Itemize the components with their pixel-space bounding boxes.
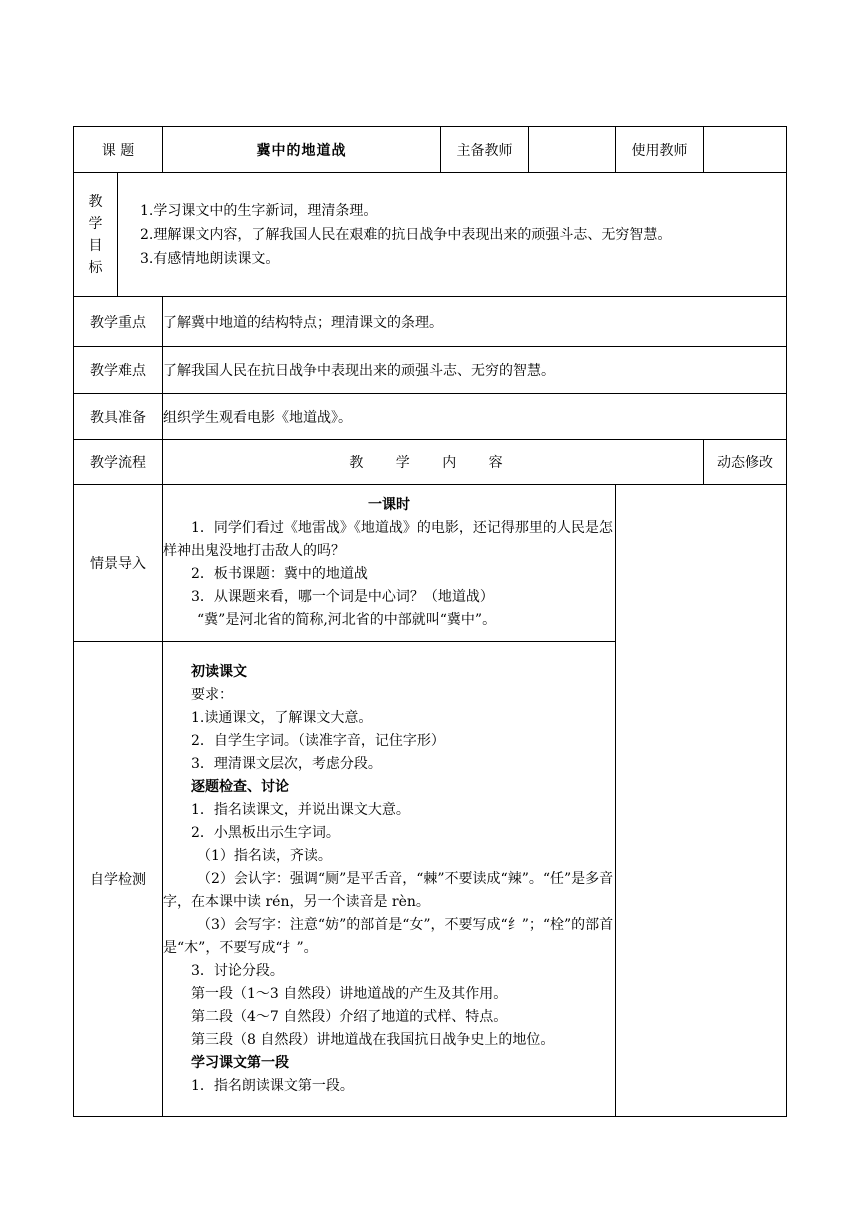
- intro-content: [163, 485, 616, 642]
- content-line: 3．讨论分段。: [191, 962, 284, 979]
- intro-row: [74, 485, 787, 642]
- intro-label: 情景导入: [74, 485, 163, 642]
- self-study-label: 自学检测: [74, 642, 163, 1117]
- goal-item: 2.理解课文内容，了解我国人民在艰难的抗日战争中表现出来的顽强斗志、无穷智慧。: [140, 226, 672, 243]
- goals-content: [118, 173, 787, 297]
- key-point-label: 教学重点: [74, 297, 163, 347]
- materials-label: 教具准备: [74, 394, 163, 440]
- difficulty-text: 了解我国人民在抗日战争中表现出来的顽强斗志、无穷的智慧。: [163, 347, 787, 394]
- section-heading: 学习课文第一段: [191, 1054, 290, 1071]
- goal-item: 3.有感情地朗读课文。: [140, 250, 280, 267]
- content-line: 2．板书课题：冀中的地道战: [191, 566, 368, 582]
- key-point-row: [74, 297, 787, 347]
- content-line: 1．同学们看过《地雷战》《地道战》的电影，还记得那里的人民是怎样神出鬼没地打击敌人的吗？: [163, 520, 613, 559]
- content-line: （3）会写字：注意“妨”的部首是“女”，不要写成“纟”；“栓”的部首是“木”，不要写成“扌”。: [163, 916, 614, 956]
- lesson-heading: 一课时: [368, 497, 411, 513]
- difficulty-label: 教学难点: [74, 347, 163, 394]
- section-heading: 初读课文: [191, 663, 248, 680]
- header-row: [74, 127, 787, 173]
- materials-row: [74, 394, 787, 440]
- difficulty-row: [74, 347, 787, 394]
- self-study-content: [163, 642, 616, 1117]
- content-line: 第二段（4～7 自然段）介绍了地道的式样、特点。: [191, 1008, 508, 1025]
- use-teacher-value: [704, 127, 787, 173]
- content-line: 2．小黑板出示生字词。: [191, 824, 340, 841]
- revise-header: 动态修改: [704, 440, 787, 485]
- content-line: 3．从课题来看，哪一个词是中心词？（地道战）: [191, 589, 494, 605]
- materials-text: 组织学生观看电影《地道战》。: [163, 394, 787, 440]
- flow-label: 教学流程: [74, 440, 163, 485]
- goals-row: [74, 173, 787, 297]
- topic-label: 课 题: [74, 127, 163, 173]
- flow-header-row: [74, 440, 787, 485]
- main-teacher-value: [529, 127, 616, 173]
- content-line: 1.读通课文，了解课文大意。: [191, 709, 373, 726]
- content-line: 第一段（1～3 自然段）讲地道战的产生及其作用。: [191, 985, 508, 1002]
- main-teacher-label: 主备教师: [441, 127, 529, 173]
- goals-label-char: 目: [88, 237, 103, 254]
- goals-label-char: 学: [88, 215, 103, 232]
- lesson-title: 冀中的地道战: [163, 127, 441, 173]
- lesson-plan-table: [73, 126, 787, 1117]
- goals-label: [74, 173, 118, 297]
- use-teacher-label: 使用教师: [616, 127, 704, 173]
- content-header: 教 学 内 容: [163, 440, 704, 485]
- goals-label-char: 标: [88, 259, 103, 276]
- section-heading: 逐题检查、讨论: [191, 778, 290, 795]
- content-line: 第三段（8 自然段）讲地道战在我国抗日战争史上的地位。: [191, 1031, 555, 1048]
- content-line: （1）指名读，齐读。: [197, 847, 332, 864]
- goals-label-char: 教: [88, 193, 103, 210]
- goal-item: 1.学习课文中的生字新词，理清条理。: [140, 202, 378, 219]
- content-line: “冀”是河北省的简称,河北省的中部就叫“冀中”。: [197, 612, 497, 628]
- content-line: （2）会认字：强调“厕”是平舌音，“棘”不要读成“辣”。“任”是多音字，在本课中读 rén，另一个读音是 rèn。: [163, 870, 614, 910]
- content-line: 1．指名朗读课文第一段。: [191, 1077, 354, 1094]
- content-line: 要求：: [191, 686, 234, 703]
- revise-cell: [616, 485, 787, 1117]
- key-point-text: 了解冀中地道的结构特点；理清课文的条理。: [163, 297, 787, 347]
- content-line: 3．理清课文层次，考虑分段。: [191, 755, 382, 772]
- content-line: 1．指名读课文，并说出课文大意。: [191, 801, 410, 818]
- content-line: 2．自学生字词。（读准字音，记住字形）: [191, 732, 445, 749]
